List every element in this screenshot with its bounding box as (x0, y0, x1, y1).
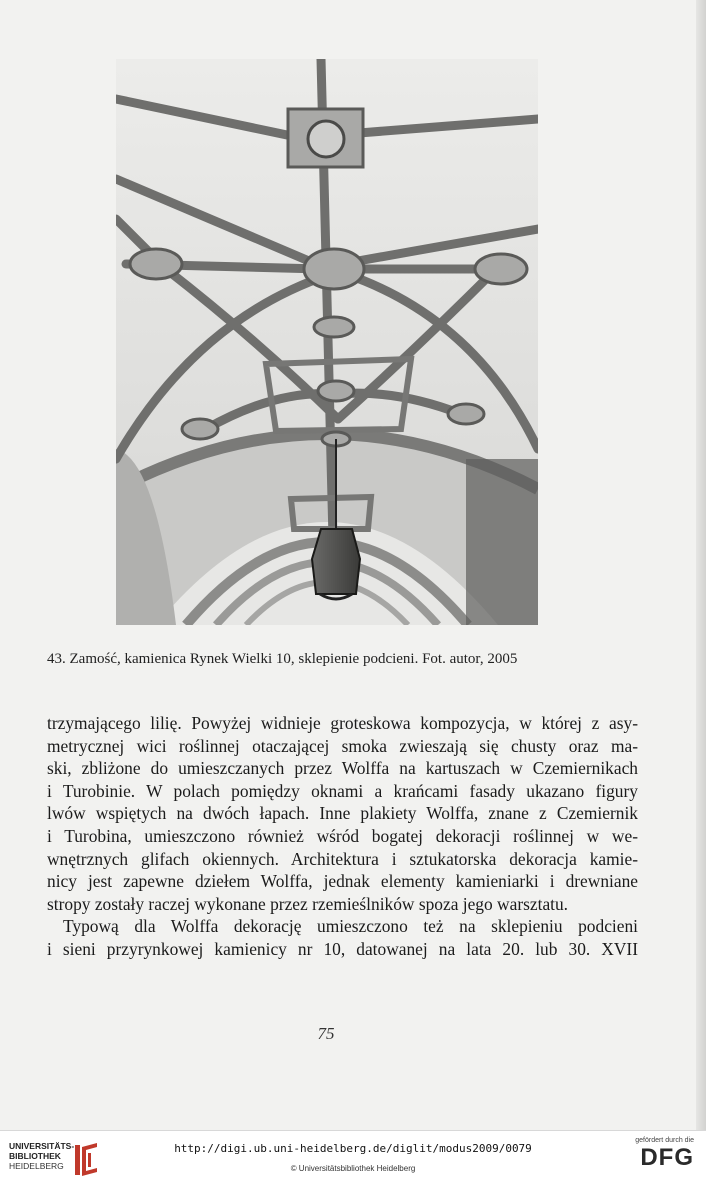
text-line: trzymającego lilię. Powyżej widnieje groteskowa kompozycja, w której z asy- (47, 713, 638, 733)
logo-line-1: UNIVERSITÄTS- (9, 1141, 75, 1151)
text-line: i Turobina, umieszczono również wśród bogatej dekoracji roślinnej w we- (47, 825, 638, 846)
text-line: stropy zostały raczej wykonane przez rzemieślników spoza jego warsztatu. (47, 893, 569, 914)
permalink-url[interactable]: http://digi.ub.uni-heidelberg.de/diglit/modus2009/0079 (174, 1142, 532, 1155)
vault-photo-illustration (116, 59, 538, 625)
text-line: i sieni przyrynkowej kamienicy nr 10, datowanej na lata 20. lub 30. XVII (47, 938, 638, 959)
logo-line-2: BIBLIOTHEK (9, 1151, 61, 1161)
vault-photograph (116, 59, 538, 625)
text-line: metrycznej wici roślinnej otaczającej smoka zwieszają się chusty oraz ma- (47, 735, 638, 756)
text-line: Typową dla Wolffa dekorację umieszczono też na sklepieniu podcieni (63, 916, 638, 937)
text-line: nicy jest zapewne dziełem Wolffa, jednak elementy kamieniarki i drewniane (47, 871, 638, 892)
text-line: lwów wspiętych na dwóch łapach. Inne plakiety Wolffa, znane z Czemiernik (47, 803, 638, 824)
dfg-logo[interactable] (622, 1137, 694, 1177)
figure-caption: 43. Zamość, kamienica Rynek Wielki 10, sklepienie podcieni. Fot. autor, 2005 (47, 651, 518, 667)
logo-line-3: HEIDELBERG (9, 1161, 64, 1171)
page-edge (696, 0, 706, 1130)
viewer-footer (0, 1130, 706, 1182)
dfg-wordmark: DFG (640, 1144, 694, 1171)
text-line: ski, zbliżone do umieszczanych przez Wolffa na kartuszach w Czemiernikach (47, 758, 638, 779)
funded-by-label: gefördert durch die (635, 1137, 694, 1144)
page-number: 75 (317, 1024, 335, 1043)
copyright-notice: © Universitätsbibliothek Heidelberg (290, 1164, 416, 1173)
text-line: wnętrznych glifach okiennych. Architektura i sztukatorska dekoracja kamie- (47, 848, 638, 869)
body-text (47, 712, 638, 961)
text-line: i Turobinie. W polach pomiędzy oknami a krańcami fasady ukazano figury (47, 780, 638, 801)
